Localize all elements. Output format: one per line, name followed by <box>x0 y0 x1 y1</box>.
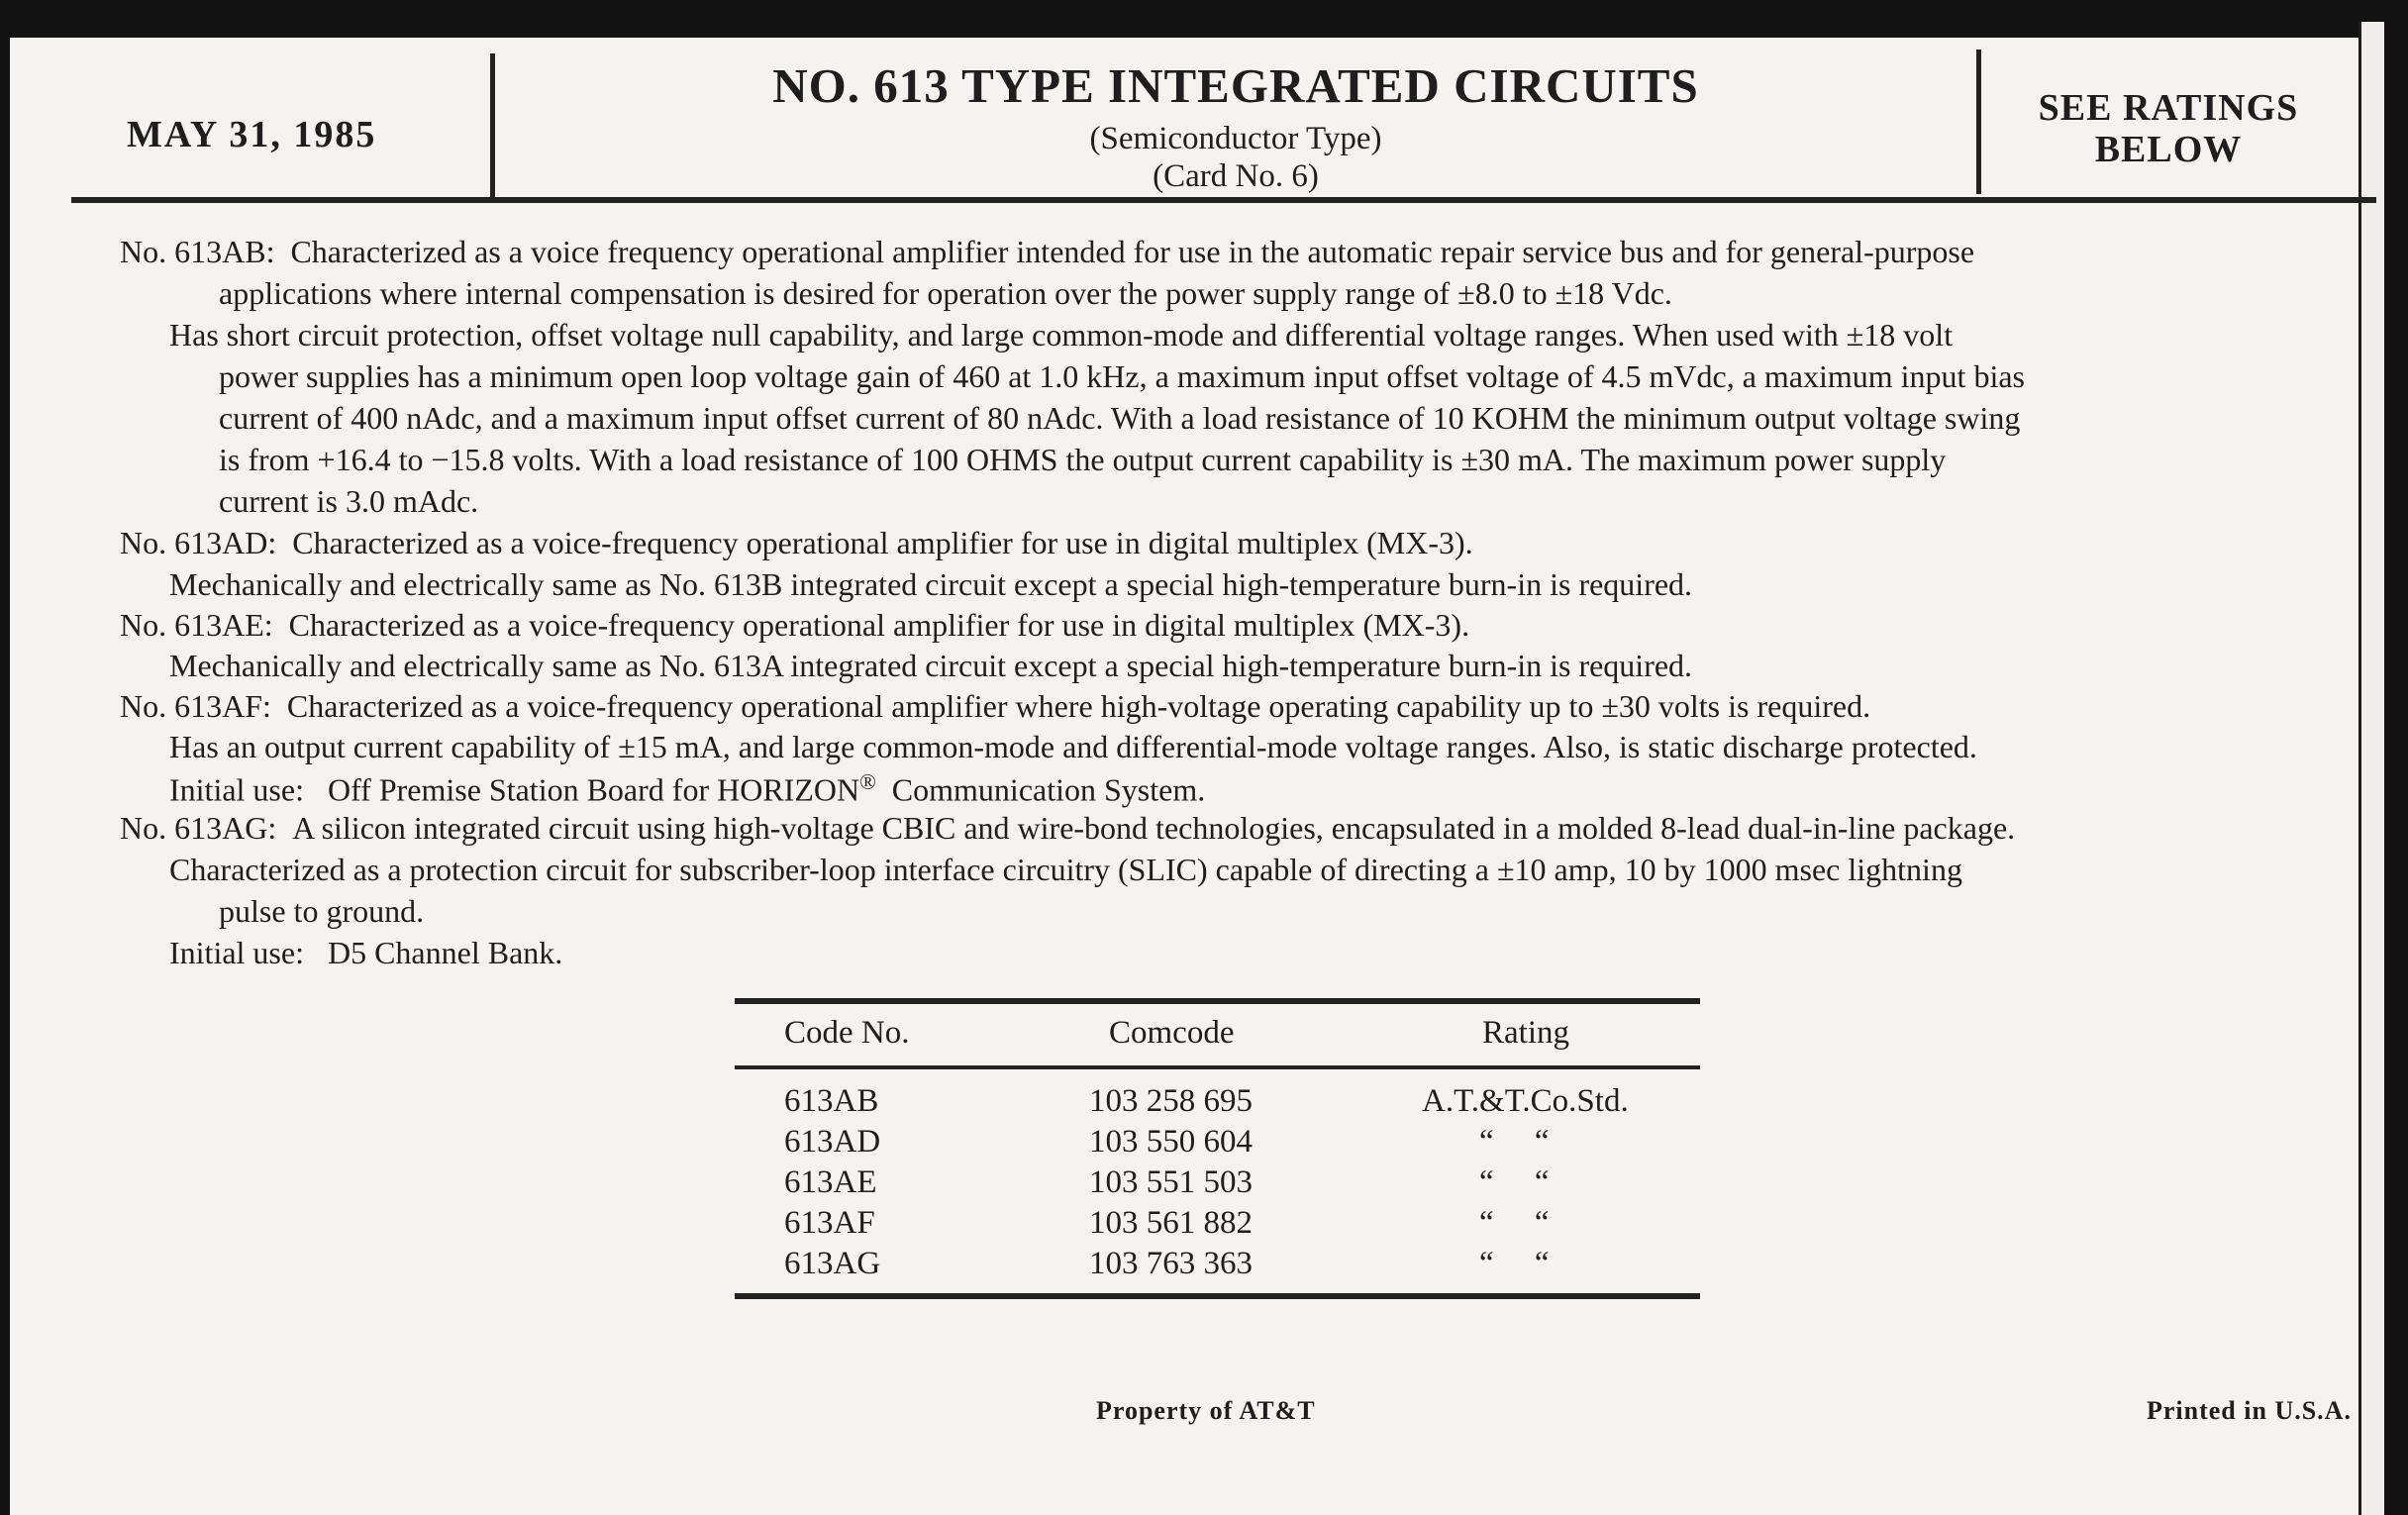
entry-613ae-code: No. 613AE: <box>120 607 273 643</box>
footer-property: Property of AT&T <box>1096 1396 1316 1425</box>
entry-613af-line-1 <box>120 688 1870 725</box>
entry-613ad-line-2: Mechanically and electrically same as No. 613B integrated circuit except a special high-temperature burn-in is required. <box>169 566 1693 602</box>
entry-613af-line-3 <box>169 769 1205 809</box>
card-number: (Card No. 6) <box>1153 158 1319 194</box>
entry-613af-code: No. 613AF: <box>120 688 271 724</box>
entry-613af-initial-use-text: Off Premise Station Board for HORIZON <box>327 771 860 808</box>
entry-613ag-text-1: A silicon integrated circuit using high-voltage CBIC and wire-bond technologies, encapsulated in a molded 8-lead dual-in-line package. <box>292 810 2016 846</box>
entry-613ab-line-5: current of 400 nAdc, and a maximum input offset current of 80 nAdc. With a load resistance of 10 KOHM the minimum output voltage swing <box>219 400 2021 436</box>
table-row-1-code: 613AB <box>784 1083 879 1119</box>
table-row-1-rating: A.T.&T.Co.Std. <box>1422 1083 1629 1119</box>
entry-613af-text-1: Characterized as a voice-frequency operational amplifier where high-voltage operating capability up to ±30 volts is required. <box>286 688 1871 724</box>
table-rule-bottom <box>735 1293 1700 1299</box>
table-row-2-comcode: 103 550 604 <box>1089 1124 1253 1160</box>
entry-613af-initial-use-label: Initial use: <box>169 771 304 808</box>
entry-613ag-line-1 <box>120 810 2015 847</box>
entry-613ag-initial-use-text: D5 Channel Bank. <box>327 935 563 970</box>
document-date: MAY 31, 1985 <box>127 114 377 155</box>
document-title: NO. 613 TYPE INTEGRATED CIRCUITS <box>772 58 1699 113</box>
table-rule-top <box>735 998 1700 1004</box>
table-row-2-rating: “ “ <box>1479 1124 1550 1160</box>
table-row-3-rating: “ “ <box>1479 1164 1550 1200</box>
document-subtitle: (Semiconductor Type) <box>1089 121 1382 156</box>
entry-613ab-text-1: Characterized as a voice frequency operational amplifier intended for use in the automatic repair service bus and for general-purpose <box>290 234 1975 269</box>
table-row-1-comcode: 103 258 695 <box>1089 1083 1253 1119</box>
entry-613ab-code: No. 613AB: <box>120 234 275 269</box>
card-right-edge-line <box>2358 22 2361 1515</box>
table-header-comcode: Comcode <box>1109 1015 1235 1051</box>
entry-613ab-line-3: Has short circuit protection, offset voltage null capability, and large common-mode and differential voltage ranges. When used with ±18 volt <box>169 317 1954 353</box>
footer-printed: Printed in U.S.A. <box>2147 1396 2352 1425</box>
table-row-3-code: 613AE <box>784 1164 877 1200</box>
table-row-5-rating: “ “ <box>1479 1246 1550 1281</box>
table-row-2-code: 613AD <box>784 1124 881 1160</box>
entry-613ab-line-1 <box>120 234 1974 270</box>
entry-613ae-text-1: Characterized as a voice-frequency operational amplifier for use in digital multiplex (MX-3). <box>288 607 1470 643</box>
entry-613ag-code: No. 613AG: <box>120 810 277 846</box>
entry-613ab-line-2: applications where internal compensation is desired for operation over the power supply range of ±8.0 to ±18 Vdc. <box>219 275 1672 311</box>
entry-613ag-initial-use-label: Initial use: <box>169 935 304 970</box>
ratings-note <box>1980 87 2357 170</box>
table-row-4-comcode: 103 561 882 <box>1089 1205 1253 1241</box>
table-header-rating: Rating <box>1482 1015 1569 1051</box>
entry-613af-initial-use-suffix: Communication System. <box>891 771 1206 808</box>
entry-613ab-line-4: power supplies has a minimum open loop voltage gain of 460 at 1.0 kHz, a maximum input offset voltage of 4.5 mVdc, a maximum input bias <box>219 358 2025 394</box>
table-rule-header <box>735 1065 1700 1069</box>
entry-613ad-text-1: Characterized as a voice-frequency operational amplifier for use in digital multiplex (MX-3). <box>292 525 1473 560</box>
entry-613ag-line-4 <box>169 935 562 971</box>
table-row-4-code: 613AF <box>784 1205 875 1241</box>
entry-613ag-line-2: Characterized as a protection circuit for subscriber-loop interface circuitry (SLIC) capable of directing a ±10 amp, 10 by 1000 msec lightning <box>169 852 1962 887</box>
entry-613ae-line-1 <box>120 607 1469 644</box>
entry-613ad-code: No. 613AD: <box>120 525 277 560</box>
table-header-code: Code No. <box>784 1015 910 1051</box>
entry-613ag-line-3: pulse to ground. <box>219 893 425 929</box>
registered-mark: ® <box>859 769 876 794</box>
entry-613ae-line-2: Mechanically and electrically same as No. 613A integrated circuit except a special high-temperature burn-in is required. <box>169 648 1693 683</box>
ratings-note-line-1: SEE RATINGS <box>2038 87 2299 129</box>
header-rule <box>71 197 2376 203</box>
table-row-5-comcode: 103 763 363 <box>1089 1246 1253 1281</box>
entry-613ab-line-6: is from +16.4 to −15.8 volts. With a load resistance of 100 OHMS the output current capability is ±30 mA. The maximum power supply <box>219 442 1947 477</box>
ratings-note-line-2: BELOW <box>2094 129 2243 170</box>
table-row-5-code: 613AG <box>784 1246 881 1281</box>
card-right-edge <box>2358 22 2384 1515</box>
table-row-4-rating: “ “ <box>1479 1205 1550 1241</box>
entry-613ab-line-7: current is 3.0 mAdc. <box>219 483 479 519</box>
table-row-3-comcode: 103 551 503 <box>1089 1164 1253 1200</box>
entry-613af-line-2: Has an output current capability of ±15 mA, and large common-mode and differential-mode voltage ranges. Also, is static discharge protected. <box>169 729 1977 764</box>
entry-613ad-line-1 <box>120 525 1473 561</box>
